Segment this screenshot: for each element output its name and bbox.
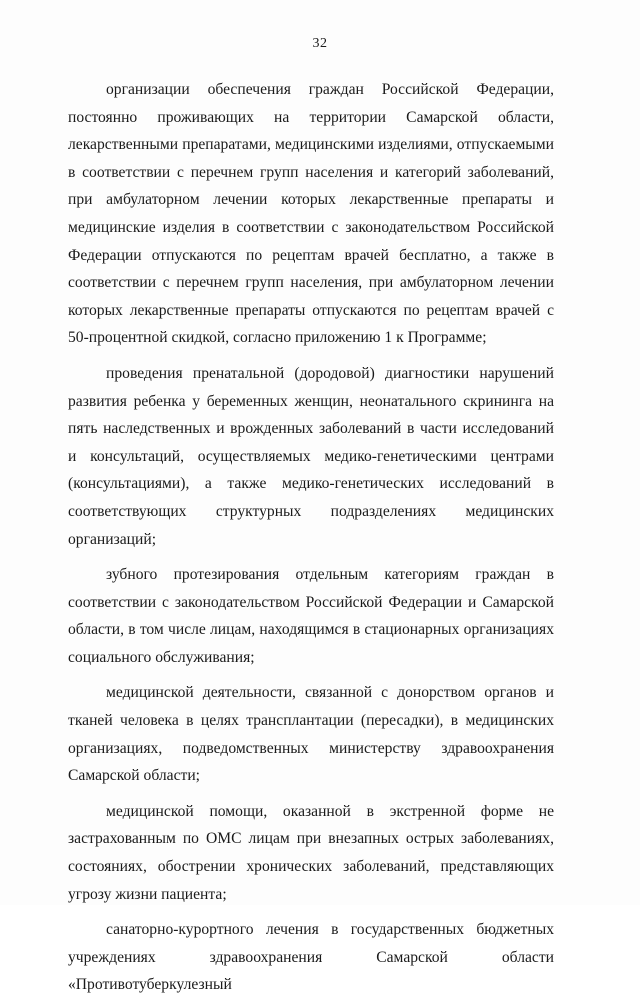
paragraph: санаторно-курортного лечения в государственных бюджетных учреждениях здравоохранения Самарской области «Противотуберкулезный <box>68 921 554 994</box>
paragraph: медицинской деятельности, связанной с донорством органов и тканей человека в целях трансплантации (пересадки), в медицинских организациях, подведомственных министерству здравоохранения Самарской области; <box>68 684 554 785</box>
paragraph: проведения пренатальной (дородовой) диагностики нарушений развития ребенка у беременных женщин, неонатального скрининга на пять наследственных и врожденных заболеваний в части исследований и консультаций, осуществляемых медико-генетическими центрами (консультациями), а также медико-генетических исследований в соответствующих структурных подразделениях медицинских организаций; <box>68 364 554 548</box>
page-number: 32 <box>312 36 328 51</box>
paragraph: зубного протезирования отдельным категориям граждан в соответствии с законодательством Российской Федерации и Самарской области, в том числе лицам, находящимся в стационарных организациях социального обслуживания; <box>68 566 554 666</box>
paragraph: организации обеспечения граждан Российской Федерации, постоянно проживающих на территории Самарской области, лекарственными препаратами, медицинскими изделиями, отпускаемыми в соответствии с перечнем групп населения и категорий заболеваний, при амбулаторном лечении которых лекарственные препараты и медицинские изделия в соответствии с законодательством Российской Федерации отпускаются по рецептам врачей бесплатно, а также в соответствии с перечнем групп населения, при амбулаторном лечении которых лекарственные препараты отпускаются по рецептам врачей с 50-процентной скидкой, согласно приложению 1 к Программе; <box>68 81 554 347</box>
page-body <box>68 76 554 999</box>
paragraph: медицинской помощи, оказанной в экстренной форме не застрахованным по ОМС лицам при внезапных острых заболеваниях, состояниях, обострении хронических заболеваний, представляющих угрозу жизни пациента; <box>68 802 554 903</box>
